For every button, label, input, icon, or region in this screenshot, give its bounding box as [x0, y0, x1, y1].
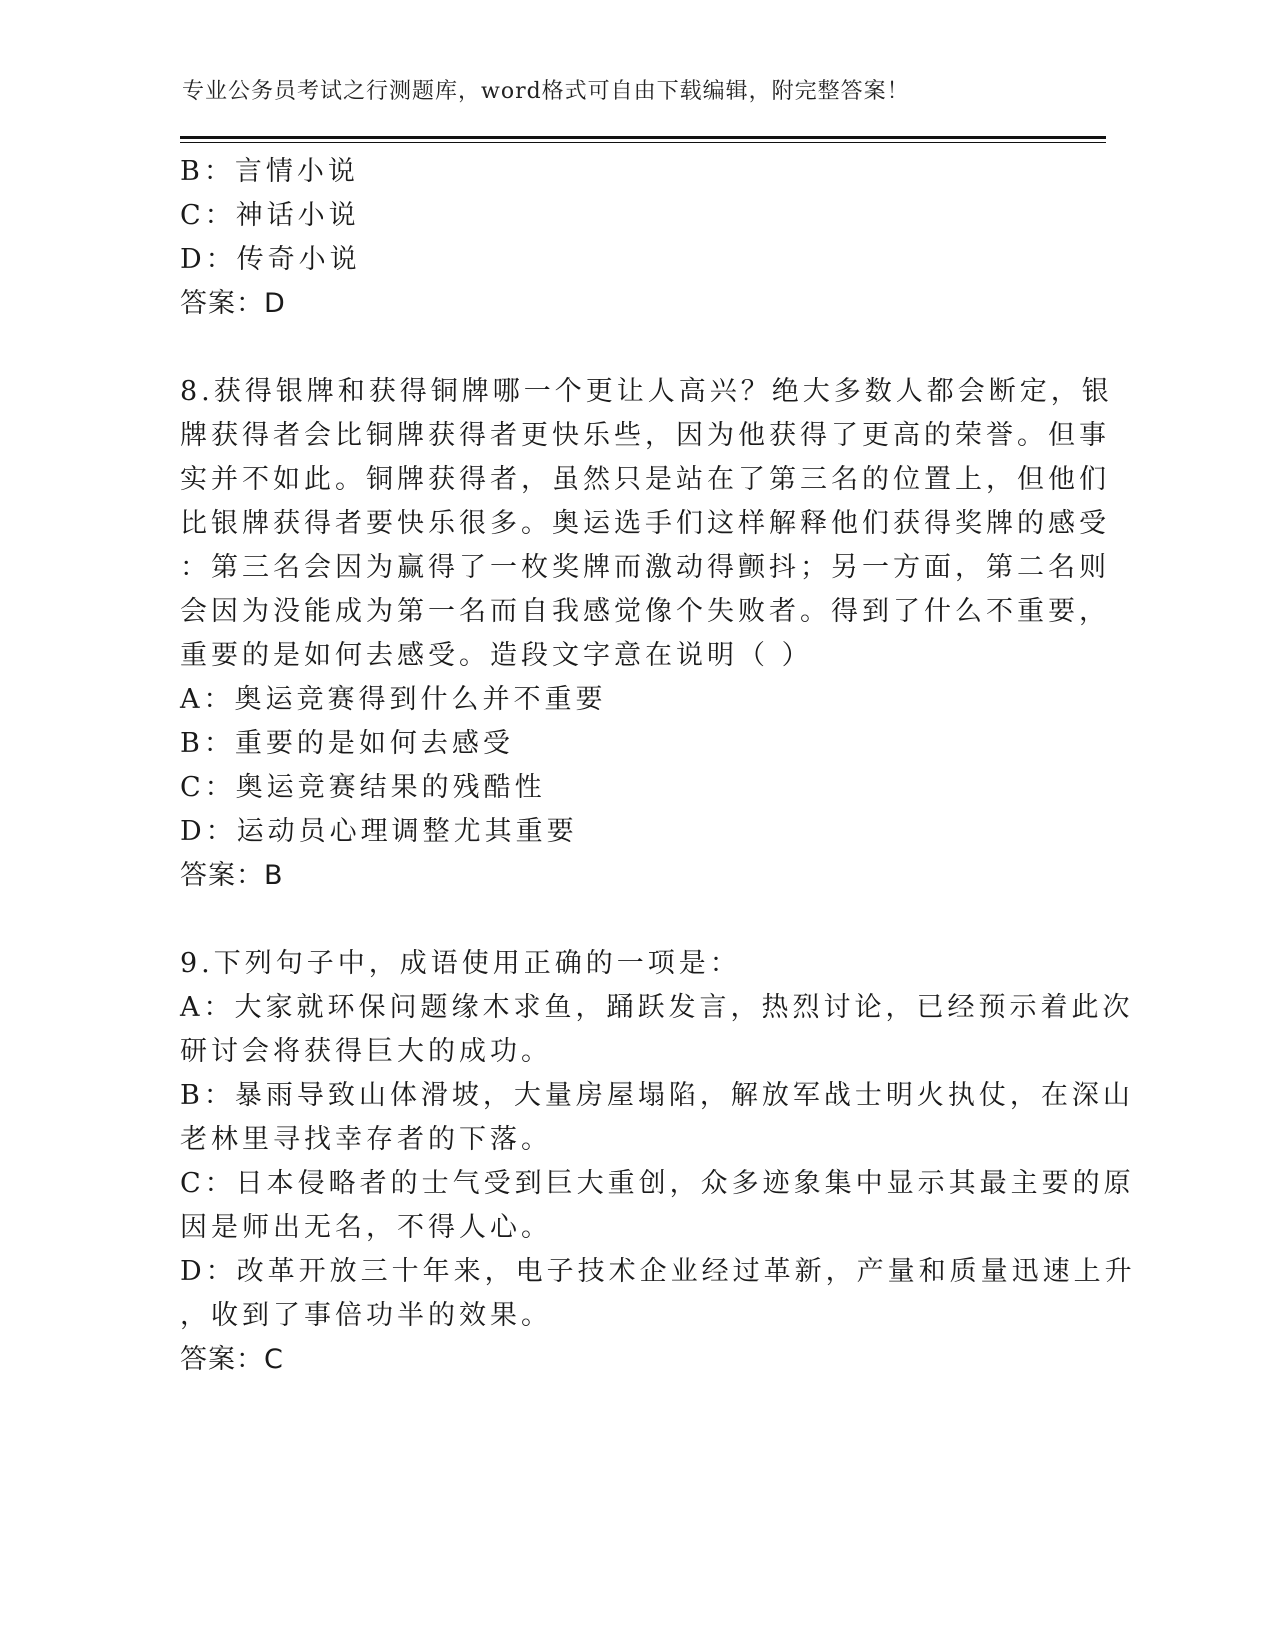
option-a-line: A：大家就环保问题缘木求鱼，踊跃发言，热烈讨论，已经预示着此次: [180, 992, 1134, 1023]
option-a-line: 研讨会将获得巨大的成功。: [180, 1036, 552, 1067]
question-stem-line: ：第三名会因为赢得了一枚奖牌而激动得颤抖；另一方面，第二名则: [180, 552, 1110, 583]
option-b-line: B：暴雨导致山体滑坡，大量房屋塌陷，解放军战士明火执仗，在深山: [180, 1080, 1134, 1111]
option-d: D：运动员心理调整尤其重要: [180, 816, 578, 847]
page-header: 专业公务员考试之行测题库，word格式可自由下载编辑，附完整答案！: [182, 79, 910, 104]
option-c: C：神话小说: [180, 200, 360, 231]
question-stem-line: 重要的是如何去感受。造段文字意在说明（ ）: [180, 640, 813, 671]
answer-line: 答案：C: [180, 1344, 284, 1375]
option-c-line: C：日本侵略者的士气受到巨大重创，众多迹象集中显示其最主要的原: [180, 1168, 1135, 1199]
question-8: [180, 370, 1113, 898]
option-d: D：传奇小说: [180, 244, 361, 275]
option-a: A：奥运竞赛得到什么并不重要: [180, 684, 607, 715]
question-stem-line: 9.下列句子中，成语使用正确的一项是：: [180, 948, 741, 979]
answer-line: 答案：D: [180, 288, 286, 319]
answer-line: 答案：B: [180, 860, 284, 891]
option-b: B：言情小说: [180, 156, 359, 187]
question-7: [180, 150, 1030, 326]
question-stem-line: 会因为没能成为第一名而自我感觉像个失败者。得到了什么不重要，: [180, 596, 1110, 627]
spacer: [180, 326, 1030, 370]
option-b-line: 老林里寻找幸存者的下落。: [180, 1124, 552, 1155]
spacer: [180, 898, 1030, 942]
header-rule-thick: [180, 136, 1106, 139]
option-d-line: D：改革开放三十年来，电子技术企业经过革新，产量和质量迅速上升: [180, 1256, 1136, 1287]
question-9: [180, 942, 1136, 1382]
question-stem-line: 比银牌获得者要快乐很多。奥运选手们这样解释他们获得奖牌的感受: [180, 508, 1110, 539]
question-stem-line: 牌获得者会比铜牌获得者更快乐些，因为他获得了更高的荣誉。但事: [180, 420, 1110, 451]
header-rule-thin: [180, 142, 1106, 143]
option-b: B：重要的是如何去感受: [180, 728, 514, 759]
question-stem-line: 实并不如此。铜牌获得者，虽然只是站在了第三名的位置上，但他们: [180, 464, 1110, 495]
question-stem-line: 8.获得银牌和获得铜牌哪一个更让人高兴？绝大多数人都会断定，银: [180, 376, 1113, 407]
document-body: [180, 150, 1136, 1382]
option-d-line: ，收到了事倍功半的效果。: [180, 1300, 552, 1331]
option-c-line: 因是师出无名，不得人心。: [180, 1212, 552, 1243]
option-c: C：奥运竞赛结果的残酷性: [180, 772, 546, 803]
